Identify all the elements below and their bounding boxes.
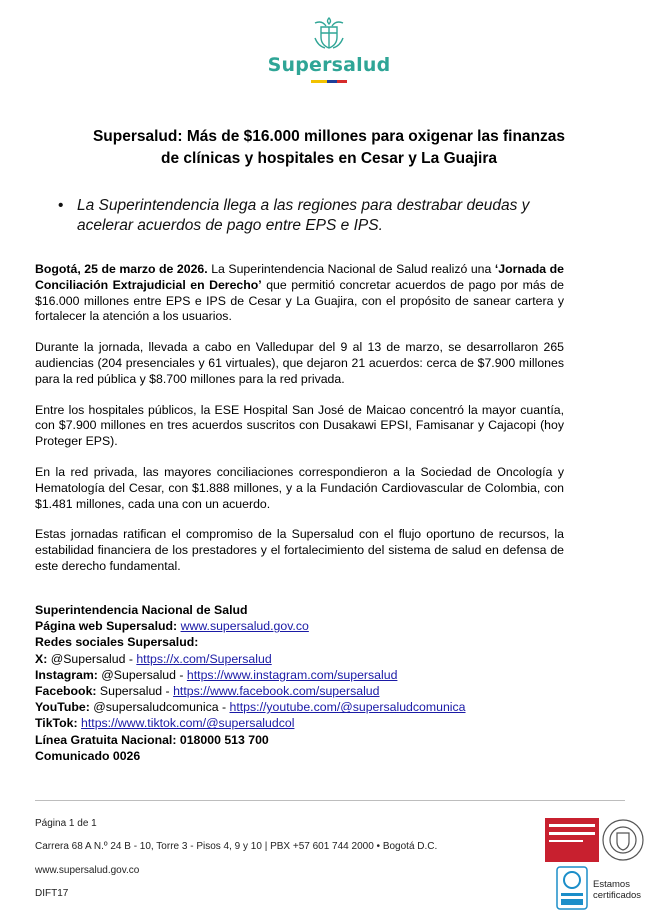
icontec-certification-icon <box>556 866 588 910</box>
instagram-line <box>35 667 595 683</box>
instagram-handle: @Supersalud - <box>97 667 187 682</box>
web-line <box>35 618 595 634</box>
paragraph-3: Entre los hospitales públicos, la ESE Hospital San José de Maicao concentró la mayor cuantía, con $7.900 millones en tres acuerdos suscritos con Dusakawi EPSI, Famisanar y Cajacopi (hoy Proteger EPS). <box>35 402 564 449</box>
youtube-label: YouTube: <box>35 700 90 715</box>
page-number: Página 1 de 1 <box>35 818 97 829</box>
x-line <box>35 651 595 667</box>
supersalud-logo <box>0 14 658 83</box>
facebook-handle: Supersalud - <box>96 684 174 699</box>
event-name: ‘Jornada de Conciliación Extrajudicial en Derecho’ <box>35 262 564 292</box>
p1-text-b: que permitió concretar acuerdos de pago por más de $16.000 millones entre EPS e IPS de Cesar y La Guajira, con el propósito de sanear cartera y fortalecer la atención a los usuarios. <box>35 277 564 324</box>
hotline-line <box>35 732 595 748</box>
facebook-link[interactable]: https://www.facebook.com/supersalud <box>173 684 380 699</box>
dateline: Bogotá, 25 de marzo de 2026. <box>35 262 208 276</box>
press-release-title <box>40 126 618 170</box>
tiktok-label: TikTok: <box>35 716 78 731</box>
logo-wordmark: Supersalud <box>267 54 391 76</box>
coat-of-arms-icon <box>309 14 349 52</box>
tiktok-line <box>35 715 595 731</box>
certified-label-line-1: Estamos <box>593 879 630 890</box>
youtube-handle: @supersaludcomunica - <box>89 700 230 715</box>
paragraph-1 <box>35 262 564 325</box>
contact-block <box>35 602 595 764</box>
p1-text-a: La Superintendencia Nacional de Salud realizó una <box>207 262 495 276</box>
x-link[interactable]: https://x.com/Supersalud <box>136 651 272 666</box>
title-line-1: Supersalud: Más de $16.000 millones para oxigenar las finanzas <box>92 128 566 145</box>
facebook-line <box>35 683 595 699</box>
footer-divider <box>35 800 625 801</box>
paragraph-2: Durante la jornada, llevada a cabo en Valledupar del 9 al 13 de marzo, se desarrollaron 265 audiencias (204 presenciales y 61 virtuales), que dejaron 21 acuerdos: cerca de $7.900 millones para la red pública y $8.700 millones para la red privada. <box>35 340 564 386</box>
x-label: X: <box>35 651 48 666</box>
hotline-number: 018000 513 700 <box>176 732 269 747</box>
article-body <box>35 262 564 590</box>
hotline-label: Línea Gratuita Nacional: <box>35 732 177 747</box>
instagram-link[interactable]: https://www.instagram.com/supersalud <box>186 667 398 682</box>
web-link[interactable]: www.supersalud.gov.co <box>180 619 309 634</box>
x-handle: @Supersalud - <box>47 651 137 666</box>
facebook-label: Facebook: <box>35 684 97 699</box>
comunicado-number: Comunicado 0026 <box>35 748 141 763</box>
title-line-2: de clínicas y hospitales en Cesar y La Guajira <box>161 150 497 167</box>
bureau-veritas-certification-icon <box>545 815 647 865</box>
youtube-link[interactable]: https://youtube.com/@supersaludcomunica <box>229 700 466 715</box>
youtube-line <box>35 699 595 715</box>
bullet-text: La Superintendencia llega a las regiones para destrabar deudas y acelerar acuerdos de pago entre EPS e IPS. <box>77 197 530 234</box>
certified-label <box>593 879 641 901</box>
org-name: Superintendencia Nacional de Salud <box>35 603 248 617</box>
social-label: Redes sociales Supersalud: <box>35 635 199 650</box>
certified-label-line-2: certificados <box>593 890 642 901</box>
paragraph-4: En la red privada, las mayores conciliaciones correspondieron a la Sociedad de Oncología y Hematología del Cesar, con $1.888 millones, y a la Fundación Cardiovascular de Colombia, con $1.481 millones, cada una con un acuerdo. <box>35 464 564 511</box>
web-label: Página web Supersalud: <box>35 619 178 634</box>
instagram-label: Instagram: <box>35 667 98 682</box>
footer-address: Carrera 68 A N.º 24 B - 10, Torre 3 - Pisos 4, 9 y 10 | PBX +57 601 744 2000 • Bogotá D.C. <box>35 841 438 852</box>
paragraph-5: Estas jornadas ratifican el compromiso de la Supersalud con el flujo oportuno de recursos, la estabilidad financiera de los prestadores y el fortalecimiento del sistema de salud en defensa de este derecho fundamental. <box>35 527 564 573</box>
footer-site: www.supersalud.gov.co <box>35 865 140 876</box>
footer-code: DIFT17 <box>35 888 69 899</box>
colombia-flag-stripe <box>0 80 658 83</box>
tiktok-link[interactable]: https://www.tiktok.com/@supersaludcol <box>81 716 295 731</box>
summary-bullet <box>58 196 588 236</box>
bullet-dot-icon: • <box>58 197 64 214</box>
